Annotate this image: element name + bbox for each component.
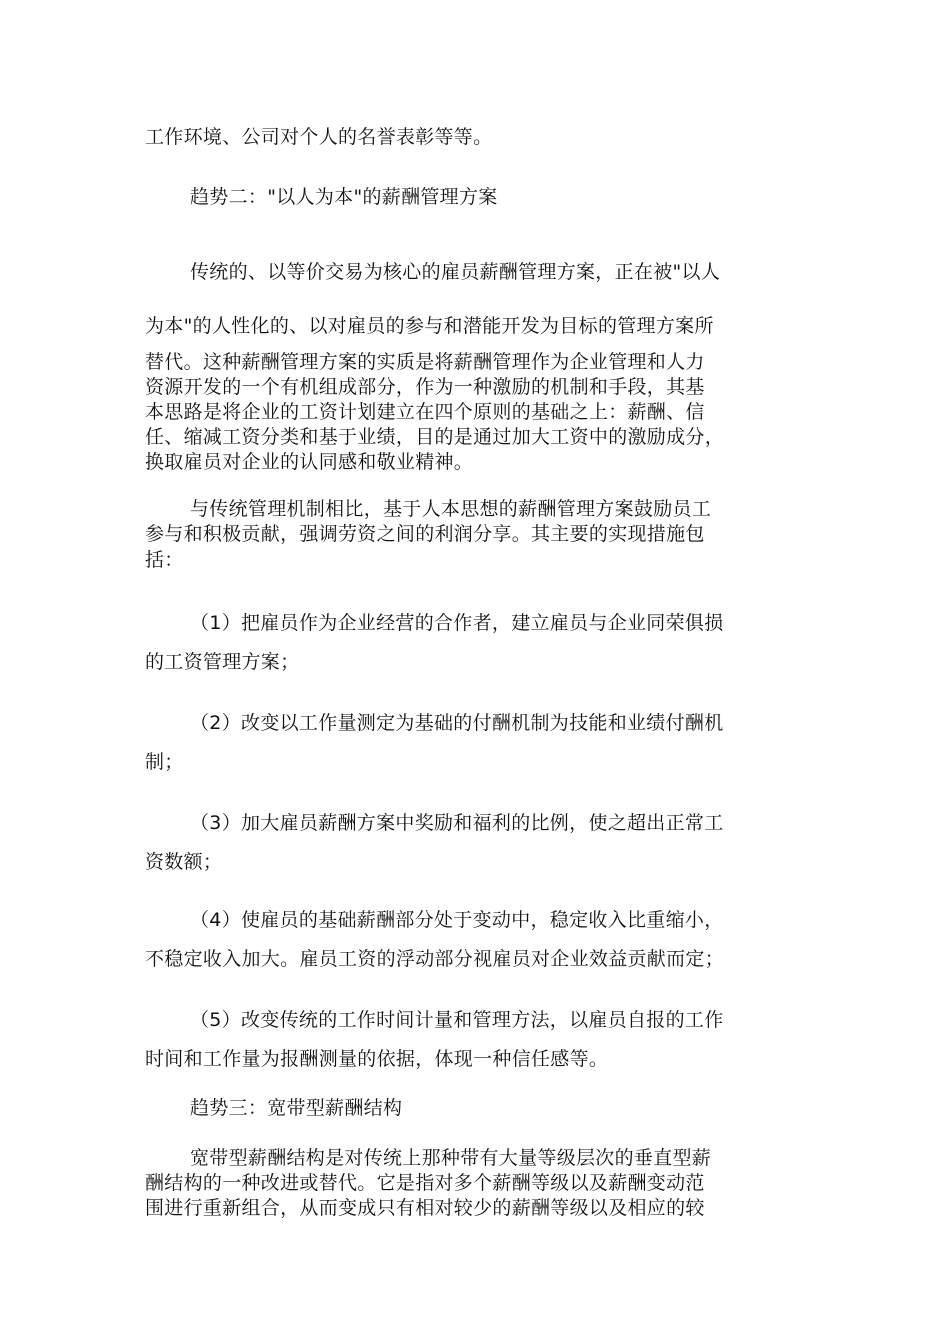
text-line: 酬结构的一种改进或替代。它是指对多个薪酬等级以及薪酬变动范 xyxy=(145,1172,705,1194)
text-line: 替代。这种薪酬管理方案的实质是将薪酬管理作为企业管理和人力 xyxy=(145,351,705,373)
text-line: 不稳定收入加大。雇员工资的浮动部分视雇员对企业效益贡献而定； xyxy=(145,948,725,970)
text-line: 工作环境、公司对个人的名誉表彰等等。 xyxy=(145,126,493,148)
text-line: 资源开发的一个有机组成部分，作为一种激励的机制和手段，其基 xyxy=(145,376,705,398)
text-line: 参与和积极贡献，强调劳资之间的利润分享。其主要的实现措施包 xyxy=(145,523,705,545)
text-line: 与传统管理机制相比，基于人本思想的薪酬管理方案鼓励员工 xyxy=(190,498,712,520)
text-line: 围进行重新组合，从而变成只有相对较少的薪酬等级以及相应的较 xyxy=(145,1197,705,1219)
list-item-3: （3）加大雇员薪酬方案中奖励和福利的比例，使之超出正常工 xyxy=(190,812,724,834)
list-item-1: （1）把雇员作为企业经营的合作者，建立雇员与企业同荣俱损 xyxy=(190,612,724,634)
text-line: 任、缩减工资分类和基于业绩，目的是通过加大工资中的激励成分， xyxy=(145,426,725,448)
text-line: 制； xyxy=(145,751,184,773)
text-line: 为本"的人性化的、以对雇员的参与和潜能开发为目标的管理方案所 xyxy=(145,315,714,337)
text-line: 括： xyxy=(145,549,184,571)
list-item-4: （4）使雇员的基础薪酬部分处于变动中，稳定收入比重缩小， xyxy=(190,909,724,931)
text-line: 时间和工作量为报酬测量的依据，体现一种信任感等。 xyxy=(145,1048,609,1070)
section-heading: 趋势三：宽带型薪酬结构 xyxy=(190,1097,403,1119)
text-line: 资数额； xyxy=(145,851,223,873)
text-line: 本思路是将企业的工资计划建立在四个原则的基础之上：薪酬、信 xyxy=(145,401,705,423)
list-item-2: （2）改变以工作量测定为基础的付酬机制为技能和业绩付酬机 xyxy=(190,712,724,734)
text-line: 传统的、以等价交易为核心的雇员薪酬管理方案，正在被"以人 xyxy=(190,261,721,283)
list-item-5: （5）改变传统的工作时间计量和管理方法，以雇员自报的工作 xyxy=(190,1009,724,1031)
text-line: 换取雇员对企业的认同感和敬业精神。 xyxy=(145,451,474,473)
text-line: 的工资管理方案； xyxy=(145,651,300,673)
text-line: 宽带型薪酬结构是对传统上那种带有大量等级层次的垂直型薪 xyxy=(190,1147,712,1169)
section-heading: 趋势二："以人为本"的薪酬管理方案 xyxy=(190,186,498,208)
